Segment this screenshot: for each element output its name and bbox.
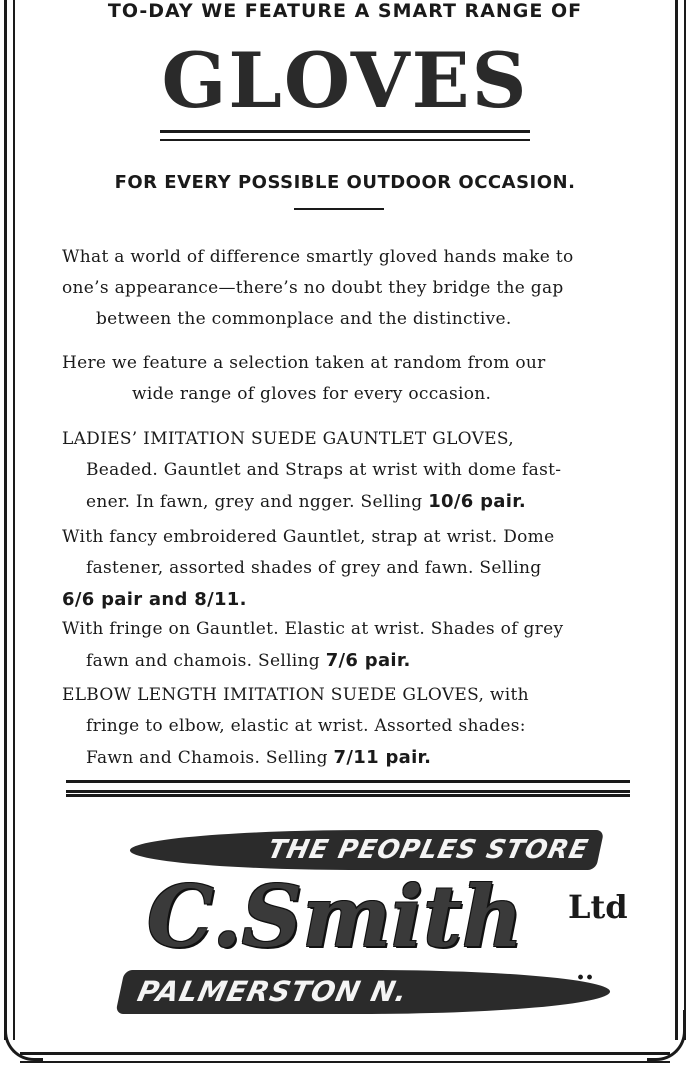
selection-paragraph [62, 348, 546, 410]
store-logo [100, 822, 628, 1022]
product-text: fawn and chamois. Selling [86, 651, 320, 671]
product-text: With fringe on Gauntlet. Elastic at wrist. Shades of grey [62, 619, 564, 639]
headline: TO-DAY WE FEATURE A SMART RANGE OF [107, 0, 583, 22]
border-left [4, 0, 15, 1040]
product-item [62, 424, 561, 518]
intro-paragraph [62, 242, 574, 335]
product-item [62, 680, 529, 774]
section-rule [66, 780, 630, 793]
logo-suffix: Ltd [568, 888, 628, 926]
border-bottom [20, 1052, 670, 1063]
product-text: fringe to elbow, elastic at wrist. Assorted shades: [86, 716, 526, 736]
product-text: Fawn and Chamois. Selling [86, 748, 328, 768]
logo-location: PALMERSTON N. [115, 970, 614, 1014]
product-item [62, 522, 554, 616]
page-title: GLOVES [161, 36, 529, 125]
logo-dots: .. [576, 956, 595, 986]
title-rule [160, 130, 530, 141]
product-item [62, 614, 563, 677]
product-heading: LADIES’ IMITATION SUEDE GAUNTLET GLOVES, [62, 429, 514, 449]
product-price: 6/6 pair and 8/11. [62, 589, 247, 610]
intro-line: between the commonplace and the distinctive. [96, 309, 512, 329]
section-rule [66, 794, 630, 797]
product-text: ener. In fawn, grey and ngger. Selling [86, 492, 423, 512]
product-heading: ELBOW LENGTH IMITATION SUEDE GLOVES, with [62, 685, 529, 705]
product-price: 7/6 pair. [325, 650, 411, 671]
product-text: With fancy embroidered Gauntlet, strap at wrist. Dome [62, 527, 555, 547]
product-text: Beaded. Gauntlet and Straps at wrist with dome fast- [86, 460, 562, 480]
product-price: 7/11 pair. [333, 747, 432, 768]
subtitle-rule [294, 208, 384, 210]
intro-line: What a world of difference smartly gloved hands make to [62, 247, 574, 267]
border-right [675, 0, 686, 1040]
product-text: fastener, assorted shades of grey and fawn. Selling [86, 558, 542, 578]
selection-line: wide range of gloves for every occasion. [132, 384, 492, 404]
logo-tagline: THE PEOPLES STORE [126, 830, 605, 870]
product-price: 10/6 pair. [428, 491, 526, 512]
intro-line: one’s appearance—there’s no doubt they bridge the gap [62, 278, 564, 298]
subtitle: FOR EVERY POSSIBLE OUTDOOR OCCASION. [114, 172, 576, 193]
logo-name: C.Smith [147, 867, 523, 966]
selection-line: Here we feature a selection taken at random from our [62, 353, 546, 373]
